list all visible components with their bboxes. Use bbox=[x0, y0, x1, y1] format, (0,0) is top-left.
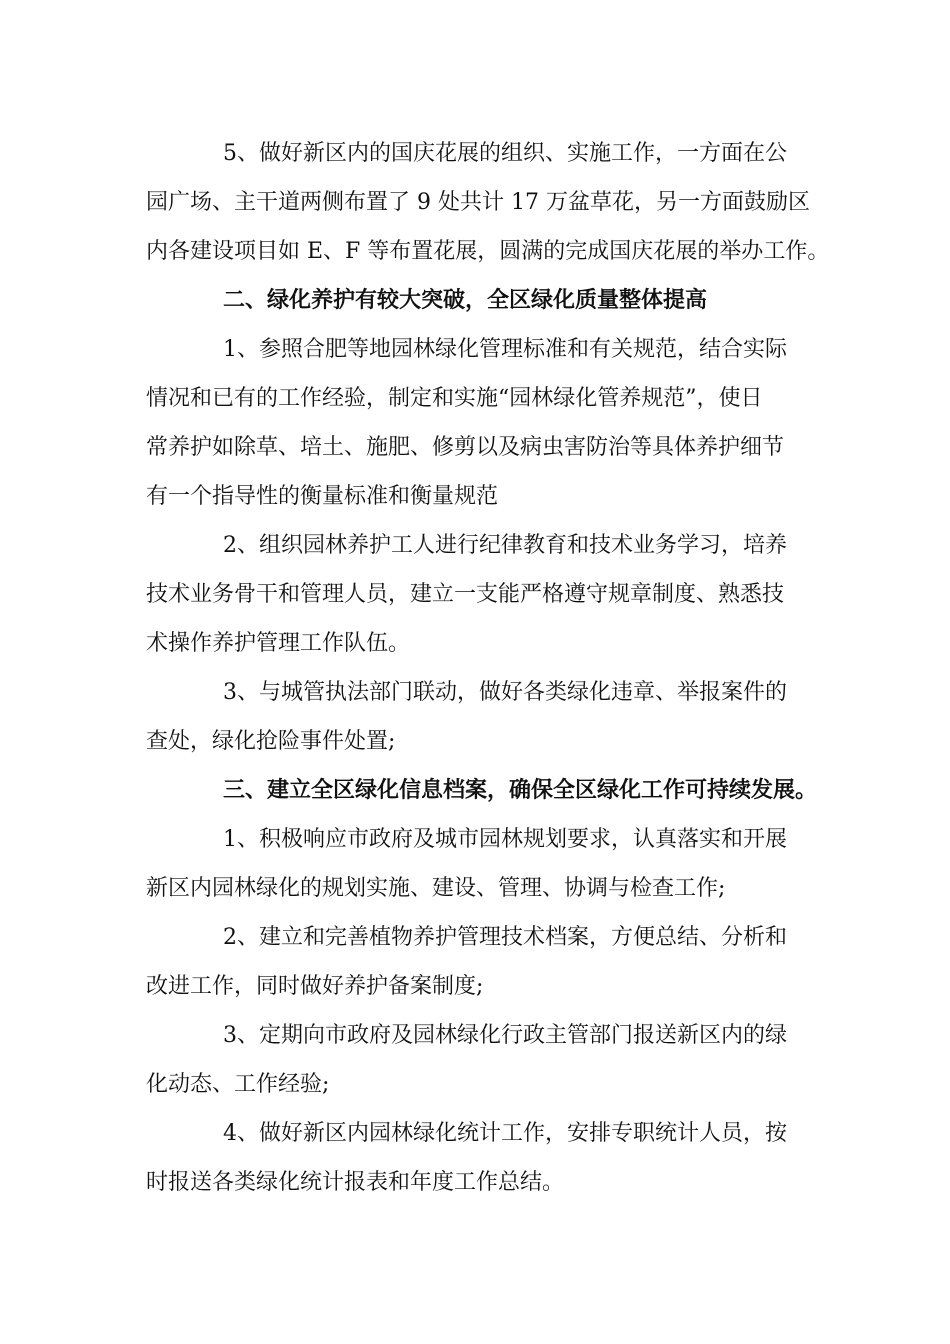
section-heading-3: 三、建立全区绿化信息档案，确保全区绿化工作可持续发展。 bbox=[223, 777, 818, 803]
section3-item4-line-2: 时报送各类绿化统计报表和年度工作总结。 bbox=[146, 1170, 565, 1195]
section3-item3-line-2: 化动态、工作经验; bbox=[146, 1072, 330, 1097]
section3-item1-line-1: 1、积极响应市政府及城市园林规划要求，认真落实和开展 bbox=[223, 827, 787, 852]
section2-item1-line-1: 1、参照合肥等地园林绿化管理标准和有关规范，结合实际 bbox=[223, 337, 787, 362]
section2-item2-line-1: 2、组织园林养护工人进行纪律教育和技术业务学习，培养 bbox=[223, 533, 787, 558]
section2-item1-line-4: 有一个指导性的衡量标准和衡量规范 bbox=[146, 484, 499, 509]
section-heading-2: 二、绿化养护有较大突破，全区绿化质量整体提高 bbox=[223, 287, 708, 313]
section3-item2-line-2: 改进工作，同时做好养护备案制度; bbox=[146, 974, 484, 999]
section3-item3-line-1: 3、定期向市政府及园林绿化行政主管部门报送新区内的绿 bbox=[223, 1023, 787, 1048]
section2-item2-line-3: 术操作养护管理工作队伍。 bbox=[146, 631, 411, 656]
section2-item3-line-2: 查处，绿化抢险事件处置; bbox=[146, 729, 396, 754]
section3-item4-line-1: 4、做好新区内园林绿化统计工作，安排专职统计人员，按 bbox=[223, 1121, 787, 1146]
section3-item1-line-2: 新区内园林绿化的规划实施、建设、管理、协调与检查工作; bbox=[146, 876, 726, 901]
section3-item2-line-1: 2、建立和完善植物养护管理技术档案，方便总结、分析和 bbox=[223, 925, 787, 950]
paragraph-5-line-2: 园广场、主干道两侧布置了 9 处共计 17 万盆草花，另一方面鼓励区 bbox=[146, 190, 810, 215]
paragraph-5-line-1: 5、做好新区内的国庆花展的组织、实施工作，一方面在公 bbox=[223, 141, 787, 166]
section2-item2-line-2: 技术业务骨干和管理人员，建立一支能严格遵守规章制度、熟悉技 bbox=[146, 582, 785, 607]
section2-item1-line-2: 情况和已有的工作经验，制定和实施“园林绿化管养规范”，使日 bbox=[146, 386, 763, 411]
document-body bbox=[146, 129, 830, 1207]
paragraph-5-line-3: 内各建设项目如 E、F 等布置花展，圆满的完成国庆花展的举办工作。 bbox=[146, 239, 830, 264]
section2-item3-line-1: 3、与城管执法部门联动，做好各类绿化违章、举报案件的 bbox=[223, 680, 787, 705]
section2-item1-line-3: 常养护如除草、培土、施肥、修剪以及病虫害防治等具体养护细节 bbox=[146, 435, 785, 460]
